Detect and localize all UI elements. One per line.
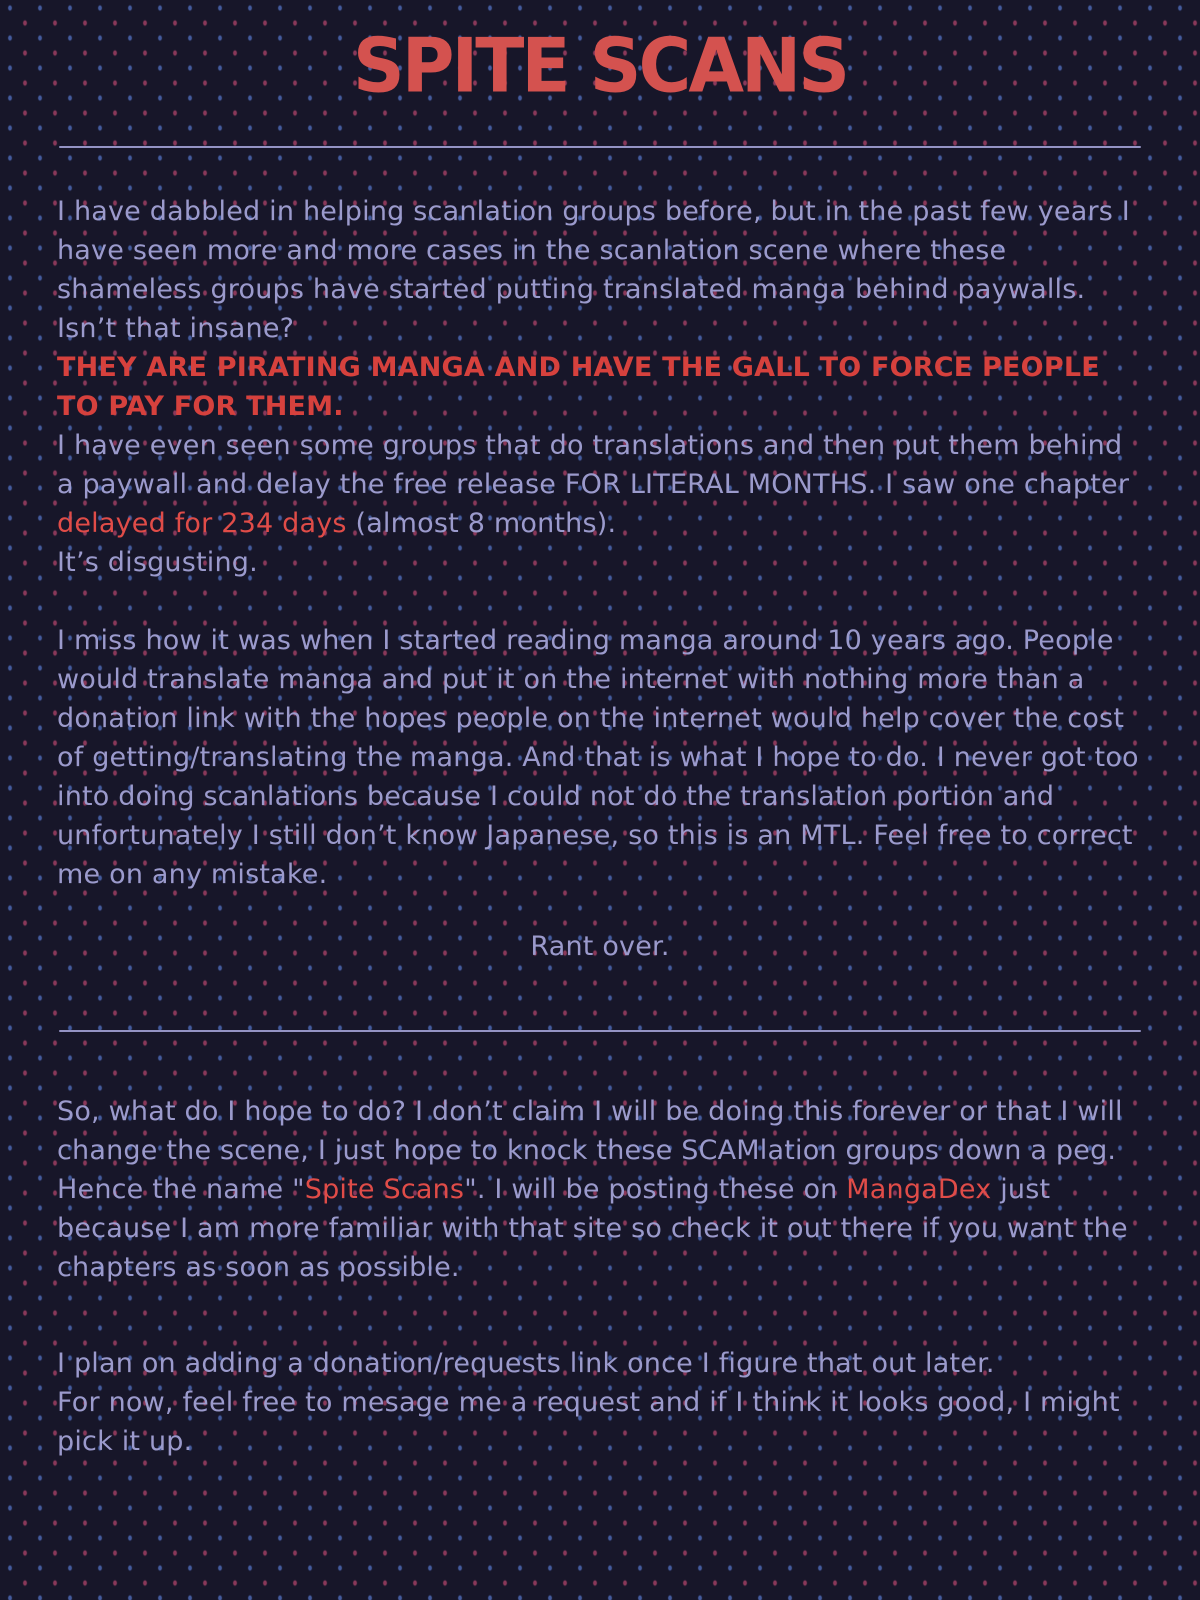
text-run: So, what do I hope to do? I don’t claim I will be doing this forever or that I will change the scene, I just hope to knock these SCAMlation groups down a peg. Hence the name " — [57, 1096, 1123, 1205]
text-run: I miss how it was when I started reading manga around 10 years ago. People would translate manga and put it on the internet with nothing more than a donation link with the hopes people on the internet would help cover the cost of getting/translating the manga. And that is what I hope to do. I never got too into doing scanlations because I could not do the translation portion and unfortunately I still don’t know Japanese, so this is an MTL. Feel free to correct me on any mistake. — [57, 625, 1139, 890]
text-run: I have even seen some groups that do translations and then put them behind a paywall and delay the free release FOR LITERAL MONTHS. I saw one chapter — [57, 430, 1130, 500]
paragraph-2 — [57, 927, 1143, 966]
text-run: Rant over. — [530, 931, 670, 962]
text-run: ". I will be posting these on — [464, 1174, 847, 1205]
paragraph-0 — [57, 192, 1143, 582]
text-run: just because I am more familiar with that site so check it out there if you want the chapters as soon as possible. — [57, 1174, 1128, 1283]
paragraph-4 — [57, 1092, 1143, 1287]
page-title: SPITE SCANS — [352, 21, 848, 110]
header-divider — [59, 146, 1141, 148]
text-run: I have dabbled in helping scanlation groups before, but in the past few years I have seen more and more cases in the scanlation scene where these shameless groups have started putting translated manga behind paywalls. Isn’t that insane? — [57, 196, 1130, 344]
content — [0, 192, 1200, 1461]
text-run: I plan on adding a donation/requests link once I figure that out later. For now, feel free to mesage me a request and if I think it looks good, I might pick it up. — [57, 1348, 1120, 1457]
text-run: (almost 8 months). It’s disgusting. — [57, 508, 617, 578]
highlighted-text-run: MangaDex — [846, 1174, 992, 1205]
highlighted-text-run: THEY ARE PIRATING MANGA AND HAVE THE GALL TO FORCE PEOPLE TO PAY FOR THEM. — [57, 352, 1100, 422]
highlighted-text-run: Spite Scans — [304, 1174, 465, 1205]
paragraph-5 — [57, 1344, 1143, 1461]
section-divider — [59, 1030, 1141, 1032]
highlighted-text-run: delayed for 234 days — [57, 508, 347, 539]
paragraph-1 — [57, 621, 1143, 894]
